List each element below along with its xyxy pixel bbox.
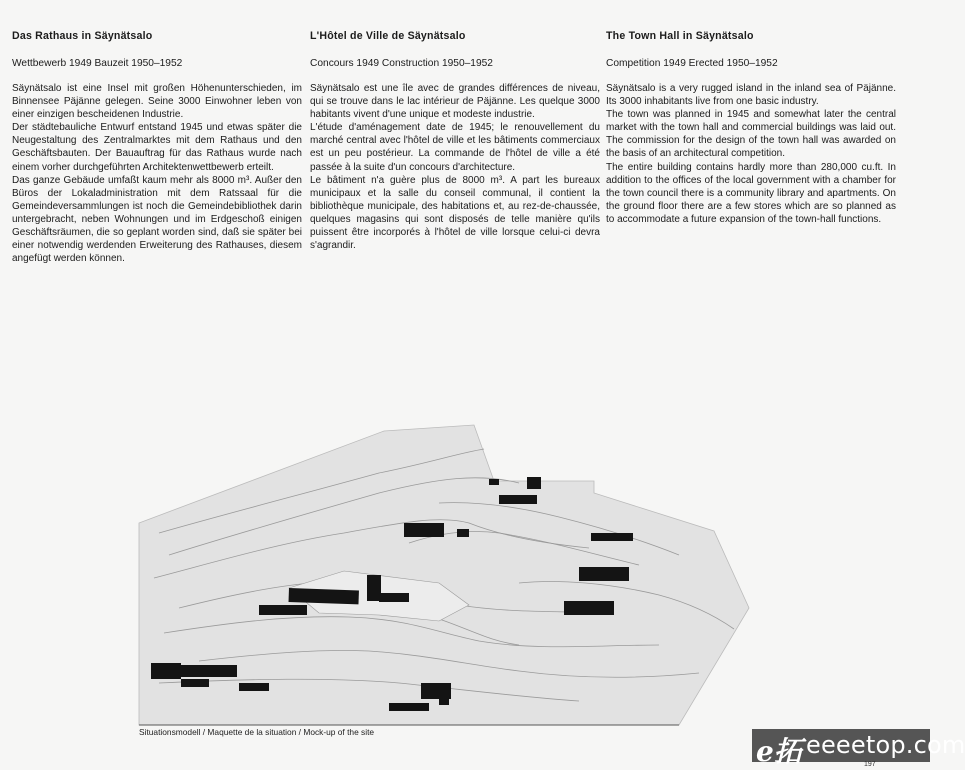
- photo-caption: Situationsmodell / Maquette de la situation / Mock-up of the site: [139, 727, 375, 737]
- french-column: [310, 30, 600, 252]
- german-title: Das Rathaus in Säynätsalo: [12, 30, 153, 42]
- german-paragraph-3: Das ganze Gebäude umfaßt kaum mehr als 8000 m³. Außer den Büros der Lokaladministration mit dem Ratssaal für die Gemeindeversammlungen ist noch die Gemeindebibliothek darin untergebracht, neben Wohnungen und im Erdgeschoß einigen Geschäftsräumen, die so geplant worden sind, daß sie später bei einer notwendig werdenden Erweiterung des Rathauses, diesem angefügt werden können.: [12, 174, 302, 265]
- site-model-photo: [139, 383, 749, 725]
- watermark-logo: e拓: [756, 735, 802, 768]
- german-body: [12, 82, 302, 265]
- french-paragraph-3: Le bâtiment n'a guère plus de 8000 m³. A part les bureaux municipaux et la salle du conseil communal, il contient la bibliothèque municipale, des habitations et, au rez-de-chaussée, quelques magasins qui sont disposés de telle manière qu'ils puissent être incorporés à l'hôtel de ville lorsque celui-ci devra s'agrandir.: [310, 174, 600, 252]
- english-column: [606, 30, 896, 226]
- english-title: The Town Hall in Säynätsalo: [606, 30, 754, 42]
- french-dates: Concours 1949 Construction 1950–1952: [310, 58, 493, 69]
- english-dates: Competition 1949 Erected 1950–1952: [606, 58, 778, 69]
- german-column: [12, 30, 302, 265]
- german-paragraph-2: Der städtebauliche Entwurf entstand 1945 und etwas später die Neugestaltung des Zentralmarktes mit dem Rathaus und den Geschäftsbauten. Der Bauauftrag für das Rathaus wurde nach einem vorher durchgeführten Architektenwettbewerb erteilt.: [12, 122, 302, 173]
- english-paragraph-3: The entire building contains hardly more than 280,000 cu.ft. In addition to the offices of the local government with a chamber for the town council there is a community library and apartments. On the ground floor there are a few stores which are so planned as to accommodate a future expansion of the town-hall functions.: [606, 161, 896, 225]
- page-number: 197: [864, 761, 876, 768]
- french-paragraph-2: L'étude d'aménagement date de 1945; le renouvellement du marché central avec l'hôtel de ville et les bâtiments commerciaux est un peu postérieur. La commande de l'hôtel de ville a été passée à la suite d'un concours d'architecture.: [310, 122, 600, 173]
- english-paragraph-1: Säynätsalo is a very rugged island in the inland sea of Päjänne. Its 3000 inhabitants live from one basic industry.: [606, 83, 896, 108]
- german-dates: Wettbewerb 1949 Bauzeit 1950–1952: [12, 58, 183, 69]
- german-paragraph-1: Säynätsalo ist eine Insel mit großen Höhenunterschieden, im Binnensee Päjänne gelegen. Seine 3000 Einwohner leben von einer einzigen bescheidenen Industrie.: [12, 83, 302, 121]
- english-body: [606, 82, 896, 226]
- english-paragraph-2: The town was planned in 1945 and somewhat later the central market with the town hall and commercial buildings was laid out. The commission for the design of the town hall was awarded on the basis of an architectural competition.: [606, 109, 896, 160]
- french-title: L'Hôtel de Ville de Säynätsalo: [310, 30, 466, 42]
- french-paragraph-1: Säynätsalo est une île avec de grandes différences de niveau, qui se trouve dans le lac intérieur de Päjänne. Les quelque 3000 habitants vivent d'une unique et modeste industrie.: [310, 83, 600, 121]
- watermark-site: eeeetop.com: [806, 731, 965, 759]
- french-body: [310, 82, 600, 252]
